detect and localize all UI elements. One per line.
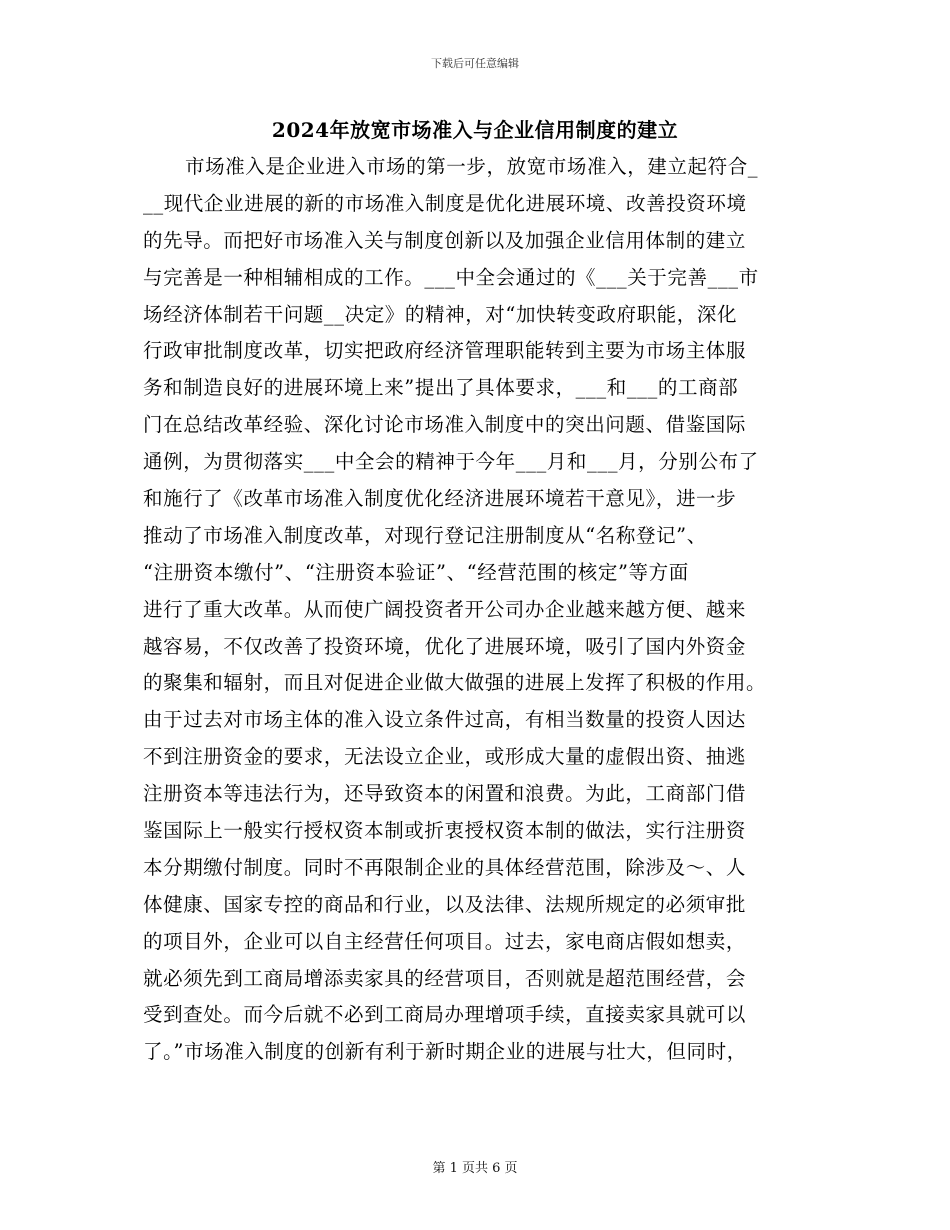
body-line: 的聚集和辐射，而且对促进企业做大做强的进展上发挥了积极的作用。: [143, 671, 767, 695]
body-line: 的先导。而把好市场准入关与制度创新以及加强企业信用体制的建立: [143, 228, 747, 252]
body-line: 的项目外，企业可以自主经营任何项目。过去，家电商店假如想卖，: [143, 929, 747, 953]
body-line: 了。”市场准入制度的创新有利于新时期企业的进展与壮大，但同时，: [143, 1040, 747, 1064]
body-line: 不到注册资金的要求，无法设立企业，或形成大量的虚假出资、抽逃: [143, 745, 747, 769]
body-line: 门在总结改革经验、深化讨论市场准入制度中的突出问题、借鉴国际: [143, 413, 747, 437]
body-line: 受到查处。而今后就不必到工商局办理增项手续，直接卖家具就可以: [143, 1003, 747, 1027]
document-title: 2024年放宽市场准入与企业信用制度的建立: [271, 118, 679, 142]
body-line: 本分期缴付制度。同时不再限制企业的具体经营范围，除涉及～、人: [143, 855, 747, 879]
body-text: [143, 149, 813, 1071]
body-line: 市场准入是企业进入市场的第一步，放宽市场准入，建立起符合_: [185, 155, 759, 178]
body-line: 场经济体制若干问题__决定》的精神，对“加快转变政府职能，深化: [143, 302, 738, 326]
body-line: 务和制造良好的进展环境上来”提出了具体要求，___和___的工商部: [143, 376, 739, 400]
body-line: 与完善是一种相辅相成的工作。___中全会通过的《___关于完善___市: [143, 265, 759, 289]
body-line: 行政审批制度改革，切实把政府经济管理职能转到主要为市场主体服: [143, 339, 747, 363]
body-line: 注册资本等违法行为，还导致资本的闲置和浪费。为此，工商部门借: [143, 782, 747, 806]
body-line: 鉴国际上一般实行授权资本制或折衷授权资本制的做法，实行注册资: [143, 819, 747, 843]
page-footer: 第 1 页共 6 页: [432, 1161, 518, 1176]
body-line: 通例，为贯彻落实___中全会的精神于今年___月和___月，分别公布了: [143, 450, 759, 474]
body-line: 就必须先到工商局增添卖家具的经营项目，否则就是超范围经营，会: [143, 966, 747, 990]
body-line: 由于过去对市场主体的准入设立条件过高，有相当数量的投资人因达: [143, 708, 747, 732]
body-line: 推动了市场准入制度改革，对现行登记注册制度从“名称登记”、: [143, 523, 707, 547]
body-line: 越容易，不仅改善了投资环境，优化了进展环境，吸引了国内外资金: [143, 634, 747, 658]
body-line: 和施行了《改革市场准入制度优化经济进展环境若干意见》，进一步: [143, 487, 737, 511]
body-line: 进行了重大改革。从而使广阔投资者开公司办企业越来越方便、越来: [143, 597, 747, 621]
body-line: “注册资本缴付”、“注册资本验证”、“经营范围的核定”等方面: [143, 560, 689, 584]
body-line: __现代企业进展的新的市场准入制度是优化进展环境、改善投资环境: [143, 191, 747, 215]
body-line: 体健康、国家专控的商品和行业，以及法律、法规所规定的必须审批: [143, 892, 747, 916]
header-note: 下载后可任意编辑: [431, 57, 519, 70]
